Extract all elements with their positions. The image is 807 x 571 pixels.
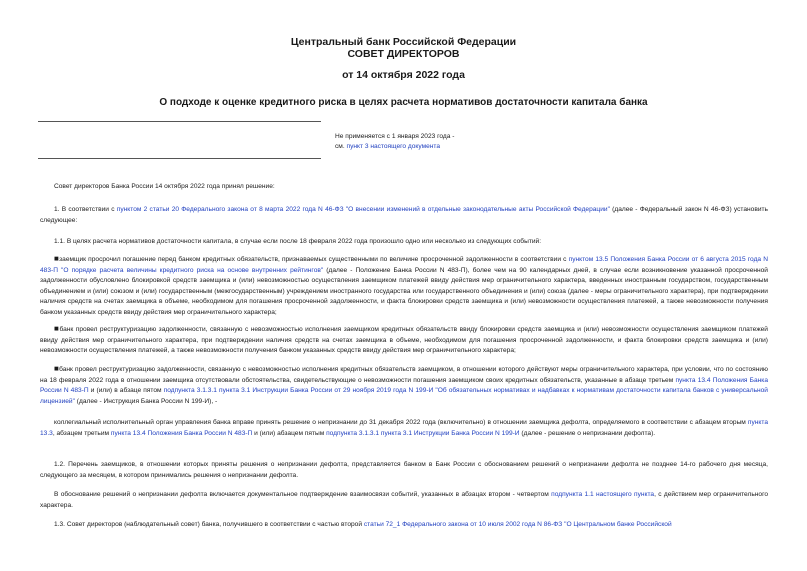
issuer-body: СОВЕТ ДИРЕКТОРОВ (347, 48, 460, 60)
list-item-restructuring-sanctions (40, 365, 768, 407)
link-article-72-1[interactable]: статьи 72_1 Федерального закона от 10 июля 2002 года N 86-ФЗ "О Центральном банке Российской (363, 521, 672, 528)
paragraph-collegial-body (40, 418, 768, 439)
document-date: от 14 октября 2022 года (342, 69, 465, 81)
bullet-icon: ■ (54, 364, 60, 373)
applicability-note-line2 (335, 142, 535, 152)
link-subpoint-3-1-3-1[interactable]: подпункта 3.1.3.1 пункта 3.1 Инструкции Банка России N 199-И (326, 429, 520, 437)
top-divider (38, 121, 321, 122)
link-point-13-4-regulation[interactable]: пункта 13.4 Положения Банка России N 483-П (110, 429, 253, 437)
list-item-restructuring-blocking-text: банк провел реструктуризацию задолженности, связанную с невозможностью исполнения заемщиком кредитных обязательств ввиду блокировки средств заемщика и (или) невозможности осуществления заемщиком платежей ввиду действия мер ограничительного характера, при подтверждении наличия средств на счетах заемщика в объеме, необходимом для погашения просроченной задолженности, и факта блокировки средств заемщика и (или) невозможности осуществления платежей, а также невозможности получения банком указанных средств ввиду действия мер ограничительного характера; (40, 326, 768, 354)
link-instruction-199i[interactable]: подпункта 3.1.3.1 пункта 3.1 Инструкции Банка России от 29 ноября 2019 года N 199-И "Об обязательных нормативах и надбавках к нормативам достаточности капитала банков с универсальной лицензией" (40, 387, 768, 405)
paragraph-collegial-body-text: коллегиальный исполнительный орган управления банка вправе принять решение о непризнании до 31 декабря 2022 года (включительно) в отношении заемщика дефолта, определяемого в соответствии с абзацем вторым (54, 419, 748, 426)
link-law-46fz[interactable]: пунктом 2 статьи 20 Федерального закона от 8 марта 2022 года N 46-ФЗ "О внесении изменений в отдельные законодательные акты Российской Федерации" (116, 206, 610, 213)
link-point-13-4[interactable]: пункта 13.4 Положения Банка России N 483-П (40, 376, 768, 394)
paragraph-1-text-end: (далее - Федеральный закон N 46-ФЗ) установить следующее: (40, 206, 768, 224)
list-item-overdue-text: заемщик просрочил погашение перед банком кредитных обязательств, признаваемых существенными по величине просроченной задолженности в соответствии с (59, 256, 569, 263)
bullet-icon: ■ (54, 254, 60, 263)
issuer-name: Центральный банк Российской Федерации (290, 36, 517, 48)
paragraph-justification-text: В обоснование решений о непризнании дефолта включается документальное подтверждение взаимосвязи событий, указанных в абзацах втором - четвертом (54, 491, 552, 498)
bullet-icon: ■ (54, 324, 60, 333)
applicability-note (335, 132, 535, 152)
paragraph-1-3 (40, 520, 768, 531)
paragraph-collegial-body-text-2: , абзацем третьим (52, 429, 111, 437)
paragraph-collegial-body-text-end: (далее - решение о непризнании дефолта). (519, 429, 656, 437)
list-item-restructuring-blocking (40, 325, 768, 357)
paragraph-1-2: 1.2. Перечень заемщиков, в отношении которых приняты решения о непризнании дефолта, представляется банком в Банк России с обоснованием решений о непризнании дефолта не позднее 14-го рабочего дня месяца, следующего за месяцем, в котором принимались решения о непризнании дефолта. (40, 461, 768, 479)
applicability-note-line1: Не применяется с 1 января 2023 года - (335, 133, 455, 140)
list-item-overdue-text-end: (далее - Положение Банка России N 483-П), более чем на 90 календарных дней, в случае если возникновение указанной просроченной задолженности обусловлено блокировкой средств заемщика и (или) невозможностью осуществления заемщиком платежей ввиду действия мер ограничительного характера, введенных иностранным государством, государственным объединением и (или) союзом и (или) государственным (межгосударственным) учреждением иностранного государства или государственного объединения и (или) союза (далее - меры ограничительного характера), при подтверждении наличия средств на счетах заемщика в объеме, необходимом для погашения просроченной задолженности, и факта блокировки средств заемщика и (или) невозможности осуществления платежей, а также невозможности получения банком указанных средств ввиду действия мер ограничительного характера; (40, 266, 768, 316)
paragraph-decision: Совет директоров Банка России 14 октября 2022 года принял решение: (54, 183, 275, 190)
paragraph-1-3-text: 1.3. Совет директоров (наблюдательный совет) банка, получившего в соответствии с частью второй (54, 521, 364, 528)
paragraph-1 (40, 205, 768, 226)
link-point-3[interactable]: пункт 3 настоящего документа (346, 143, 441, 150)
applicability-note-prefix: см. (335, 143, 347, 150)
link-regulation-483p[interactable]: пунктом 13.5 Положения Банка России от 6 августа 2015 года N 483-П "О порядке расчета величины кредитного риска на основе внутренних рейтингов" (40, 256, 768, 274)
paragraph-1-text: 1. В соответствии с (54, 206, 117, 213)
link-subpoint-1-1[interactable]: подпункта 1.1 настоящего пункта (551, 491, 655, 498)
list-item-restructuring-sanctions-text: банк провел реструктуризацию задолженности, связанную с невозможностью исполнения кредитных обязательств заемщиком, в отношении которого действуют меры ограничительного характера, при условии, что по состоянию на 18 февраля 2022 года в отношении заемщика отсутствовали обстоятельства, свидетельствующие о невозможности погашения заемщиком своих кредитных обязательств, указанные в абзаце третьем (40, 366, 768, 384)
paragraph-justification (40, 490, 768, 511)
paragraph-1-1: 1.1. В целях расчета нормативов достаточности капитала, в случае если после 18 февраля 2022 года произошло одно или несколько из следующих событий: (54, 238, 542, 245)
paragraph-collegial-body-text-3: и (или) абзацем пятым (252, 429, 327, 437)
link-point-13-3[interactable]: пункта 13.3 (40, 419, 768, 437)
paragraph-justification-text-end: , с действием мер ограничительного характера. (40, 491, 769, 509)
list-item-overdue (40, 255, 768, 318)
list-item-restructuring-sanctions-text-end: (далее - Инструкция Банка России N 199-И), - (74, 397, 218, 405)
bottom-divider (38, 158, 321, 159)
list-item-restructuring-sanctions-text-mid: и (или) в абзаце пятом (88, 387, 164, 394)
document-title: О подходе к оценке кредитного риска в целях расчета нормативов достаточности капитала банка (159, 97, 648, 108)
